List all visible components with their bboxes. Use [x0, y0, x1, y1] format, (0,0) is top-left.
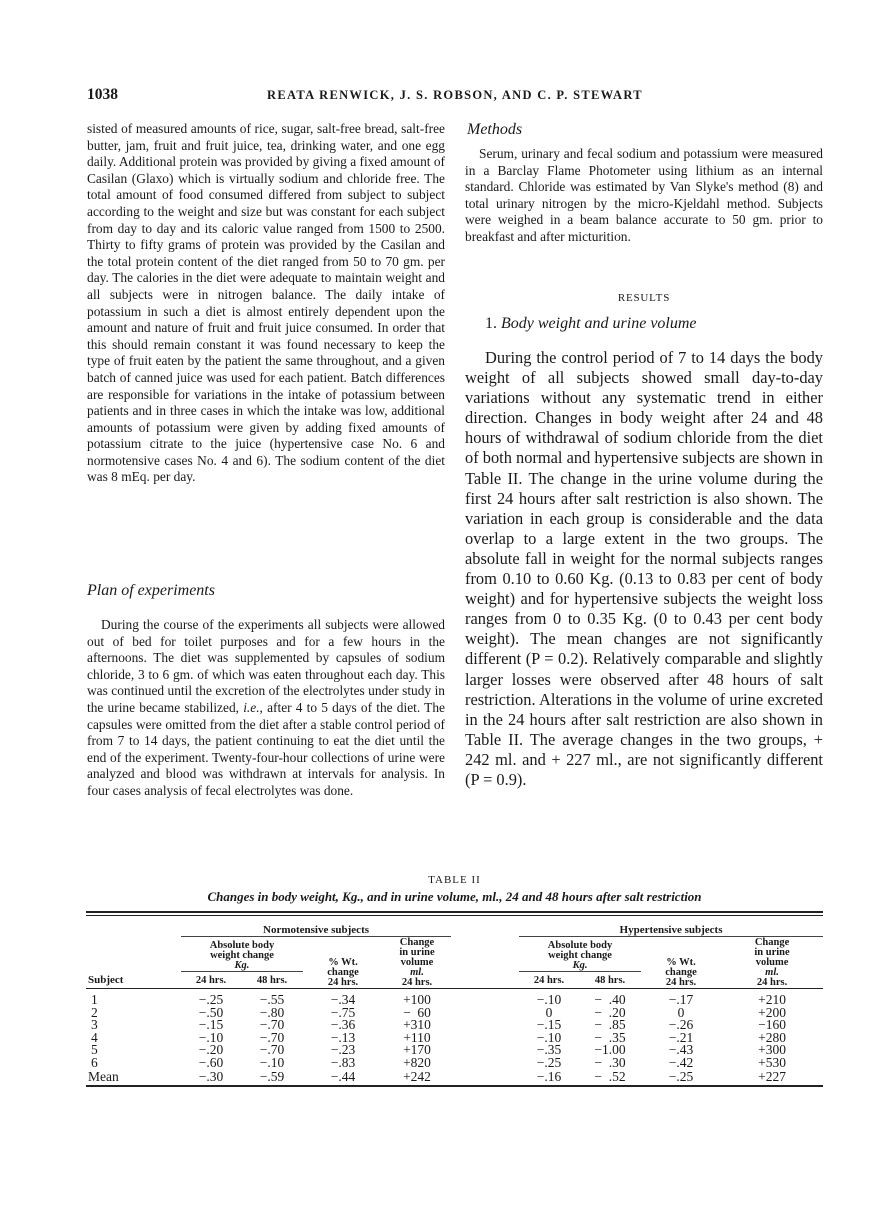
normo-48h-cell: −.10 — [259, 1054, 285, 1070]
normo-urine-cell: +170 — [403, 1042, 431, 1057]
normo-pct-cell: −.23 — [330, 1042, 356, 1057]
hyper-pct-cell: −.17 — [668, 992, 694, 1007]
mean-row — [86, 1069, 823, 1085]
running-head-authors: REATA RENWICK, J. S. ROBSON, AND C. P. STEWART — [267, 88, 643, 102]
hyper-urine-cell: +200 — [758, 1004, 786, 1020]
hyper-24h-cell: 0 — [545, 1004, 553, 1020]
hyper-48h-cell: − .35 — [594, 1029, 626, 1045]
subject-header: Subject — [88, 974, 124, 986]
normo-24h-cell: −.15 — [198, 1017, 224, 1032]
subject-cell: 5 — [91, 1042, 98, 1057]
mean-normo-pct: −.44 — [330, 1069, 356, 1084]
mean-hyper-urine: +227 — [758, 1069, 786, 1084]
table-caption: Changes in body weight, Kg., and in urine volume, ml., 24 and 48 hours after salt restriction — [207, 889, 702, 904]
normo-48h-cell: −.70 — [259, 1029, 285, 1045]
plan-section — [87, 617, 445, 800]
hyper-48h-cell: −1.00 — [594, 1042, 626, 1057]
hyper-24h-cell: −.15 — [536, 1017, 562, 1032]
table-ii — [86, 911, 823, 1087]
urine-header-normo: Change in urine volume ml. 24 hrs. — [399, 937, 435, 988]
normo-48h-cell: −.70 — [259, 1042, 285, 1057]
subsection-number: 1. — [485, 315, 497, 332]
subject-cell: 2 — [91, 1004, 98, 1020]
hyper-urine-cell: +530 — [758, 1054, 786, 1070]
hyper-48h-cell: − .85 — [594, 1017, 626, 1032]
urine-header-hyper: Change in urine volume ml. 24 hrs. — [754, 937, 790, 988]
normo-48h-cell: −.70 — [259, 1017, 285, 1032]
normo-48h-cell: −.55 — [259, 992, 285, 1007]
normo-pct-cell: −.75 — [330, 1004, 356, 1020]
hyper-urine-cell: +280 — [758, 1029, 786, 1045]
subject-cell: 1 — [91, 992, 98, 1007]
subsection-heading — [485, 315, 697, 333]
normo-24h-cell: −.50 — [198, 1004, 224, 1020]
table-row — [86, 1044, 823, 1057]
hyper-48h-cell: − .30 — [594, 1054, 626, 1070]
hyper-urine-cell: +300 — [758, 1042, 786, 1057]
hyper-urine-cell: −160 — [758, 1017, 786, 1032]
normo-24h-cell: −.10 — [198, 1029, 224, 1045]
hyper-24h-cell: −.10 — [536, 1029, 562, 1045]
subject-cell: 6 — [91, 1054, 98, 1070]
group-normotensive-header: Normotensive subjects — [181, 916, 451, 937]
normo-pct-cell: −.34 — [330, 992, 356, 1007]
methods-heading: Methods — [467, 121, 523, 138]
mean-hyper-pct: −.25 — [668, 1069, 694, 1084]
normo-pct-cell: −.13 — [330, 1029, 356, 1045]
subject-cell: 4 — [91, 1029, 98, 1045]
page-number: 1038 — [87, 86, 118, 103]
subject-cell: 3 — [91, 1017, 98, 1032]
hyper-urine-cell: +210 — [758, 992, 786, 1007]
normo-pct-cell: −.83 — [330, 1054, 356, 1070]
table-bottom-rule — [86, 1085, 823, 1087]
left-column — [87, 121, 445, 486]
normo-urine-cell: +100 — [403, 992, 431, 1007]
mean-hyper-24h: −.16 — [536, 1069, 562, 1084]
hyper-pct-cell: 0 — [677, 1004, 685, 1020]
normo-urine-cell: +310 — [403, 1017, 431, 1032]
normo-24h-cell: −.60 — [198, 1054, 224, 1070]
table-row — [86, 989, 823, 1007]
diet-paragraph: sisted of measured amounts of rice, sugar, salt-free bread, salt-free butter, jam, fruit and fruit juice, tea, drinking water, and one egg daily. Additional protein was provided by giving a fixed amount of Casilan (Glaxo) which is virtually sodium and chloride free. The total amount of food consumed differed from subject to subject according to the weight and size but was constant for each subject from day to day and its caloric value ranged from 1500 to 2500. Thirty to fifty grams of protein was provided by the Casilan and the total protein content of the diet ranged from 50 to 70 gm. per day. The calories in the diet were adequate to maintain weight and all subjects were in nitrogen balance. The daily intake of potassium in such a diet is almost entirely dependent upon the amount and nature of fruit and fruit juice consumed. In order that this should remain constant it was found necessary to keep the type of fruit eaten by the patient the same throughout, and a given batch of canned juice was used for each patient. Batch differences are responsible for variations in the intake of potassium between patients and in three cases in which the intake was low, additional amounts of potassium were given by adding fixed amounts of potassium citrate to the juice (hypertensive case No. 6 and normotensive cases No. 4 and 6). The sodium content of the diet was 8 mEq. per day. — [87, 121, 446, 485]
mean-hyper-48h: − .52 — [594, 1069, 626, 1084]
normo-urine-cell: +110 — [403, 1029, 431, 1045]
normo-urine-cell: − 60 — [403, 1004, 431, 1020]
hyper-24h-cell: −.25 — [536, 1054, 562, 1070]
results-heading: RESULTS — [617, 292, 671, 304]
table-row — [86, 1032, 823, 1045]
methods-section — [465, 146, 823, 246]
hyper-48h-cell: − .20 — [594, 1004, 626, 1020]
hyper-24h-header: 24 hrs. — [519, 972, 579, 989]
hyper-pct-cell: −.26 — [668, 1017, 694, 1032]
hyper-pct-cell: −.42 — [668, 1054, 694, 1070]
normo-24h-header: 24 hrs. — [181, 972, 241, 989]
table-row — [86, 1019, 823, 1032]
results-paragraph: During the control period of 7 to 14 days the body weight of all subjects showed small day-to-day variations without any systematic trend in either direction. Changes in body weight after 24 and 48 hours of withdrawal of sodium chloride from the diet of both normal and hypertensive subjects are shown in Table II. The change in the urine volume during the first 24 hours after salt restriction is also shown. The variation in each group is considerable and the data overlap to a large extent in the two groups. The absolute fall in weight for the normal subjects ranges from 0.10 to 0.60 Kg. (0.13 to 0.83 per cent of body weight) and for hypertensive subjects the weight loss ranges from 0 to 0.35 Kg. (0 to 0.43 per cent body weight). The mean changes are not significantly different (P = 0.2). Relatively comparable and slightly larger losses were observed after 48 hours of salt restriction. Alterations in the volume of urine excreted in the 24 hours after salt restriction are also shown in Table II. The average changes in the two groups, + 242 ml. and + 227 ml., are not significantly different (P = 0.9). — [465, 348, 823, 789]
group-hypertensive-header: Hypertensive subjects — [519, 916, 823, 937]
normo-pct-cell: −.36 — [330, 1017, 356, 1032]
normo-24h-cell: −.20 — [198, 1042, 224, 1057]
table-row — [86, 1057, 823, 1070]
weight-urine-table — [86, 916, 823, 1085]
running-header — [87, 86, 822, 106]
normo-48h-header: 48 hrs. — [241, 972, 303, 989]
mean-normo-urine: +242 — [403, 1069, 431, 1084]
abs-weight-header-normo: Absolute body weight change Kg. — [209, 940, 275, 971]
pct-weight-header-hyper: % Wt. change 24 hrs. — [665, 957, 697, 988]
plan-of-experiments-heading: Plan of experiments — [87, 582, 215, 599]
hyper-48h-cell: − .40 — [594, 992, 626, 1007]
mean-label: Mean — [88, 1069, 119, 1084]
hyper-pct-cell: −.43 — [668, 1042, 694, 1057]
normo-24h-cell: −.25 — [198, 992, 224, 1007]
normo-48h-cell: −.80 — [259, 1004, 285, 1020]
mean-normo-48h: −.59 — [259, 1069, 285, 1084]
pct-weight-header-normo: % Wt. change 24 hrs. — [327, 957, 359, 988]
normo-urine-cell: +820 — [403, 1054, 431, 1070]
hyper-24h-cell: −.35 — [536, 1042, 562, 1057]
hyper-pct-cell: −.21 — [668, 1029, 694, 1045]
hyper-48h-header: 48 hrs. — [579, 972, 641, 989]
subsection-title: Body weight and urine volume — [501, 315, 697, 332]
plan-paragraph: During the course of the experiments all subjects were allowed out of bed for toilet purposes and for a few hours in the afternoons. The diet was supplemented by capsules of sodium chloride, 3 to 6 gm. of which was eaten throughout each day. This was continued until the excretion of the electrolytes under study in the urine became stabilized, i.e., after 4 to 5 days of the diet. The capsules were omitted from the diet after a stable control period of from 7 to 14 days, the patient continuing to eat the diet until the end of the experiment. Twenty-four-hour collections of urine were analyzed and blood was withdrawn at intervals for analysis. In four cases analysis of fecal electrolytes was done. — [87, 617, 446, 798]
table-label: TABLE II — [428, 874, 481, 886]
table-body — [86, 989, 823, 1070]
results-section — [465, 348, 823, 790]
hyper-24h-cell: −.10 — [536, 992, 562, 1007]
methods-paragraph: Serum, urinary and fecal sodium and potassium were measured in a Barclay Flame Photometer using lithium as an internal standard. Chloride was estimated by Van Slyke's method (8) and total urinary nitrogen by the micro-Kjeldahl method. Subjects were weighed in a beam balance accurate to 50 gm. prior to breakfast and after micturition. — [465, 146, 823, 244]
table-row — [86, 1007, 823, 1020]
abs-weight-header-hyper: Absolute body weight change Kg. — [547, 940, 613, 971]
mean-normo-24h: −.30 — [198, 1069, 224, 1084]
